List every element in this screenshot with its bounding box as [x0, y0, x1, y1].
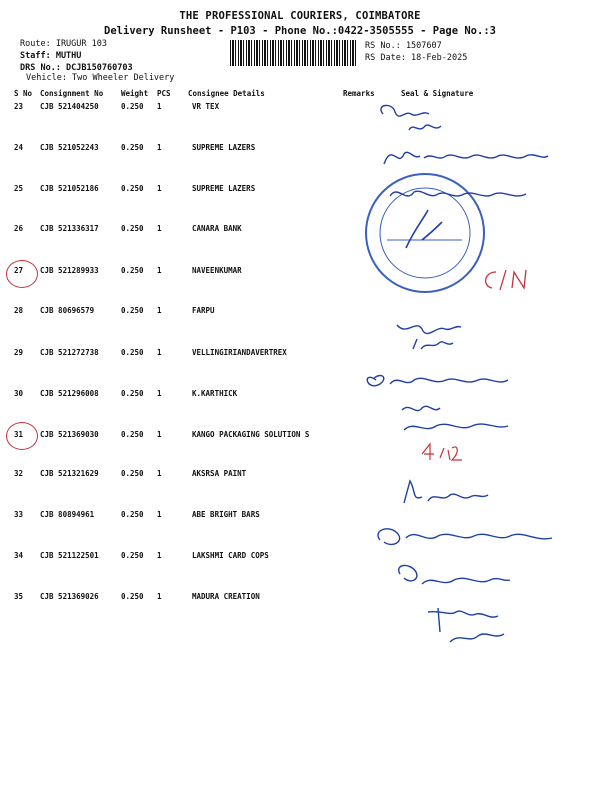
- row-consignment-no: CJB 521336317: [40, 224, 99, 233]
- row-sno: 28: [14, 306, 24, 315]
- remark-cn-handwriting: [476, 266, 546, 292]
- col-seal-signature: Seal & Signature: [401, 89, 474, 98]
- row-weight: 0.250: [121, 469, 144, 478]
- row-consignee: KANGO PACKAGING SOLUTION S: [192, 430, 310, 439]
- row-consignment-no: CJB 80696579: [40, 306, 95, 315]
- row-consignment-no: CJB 521404250: [40, 102, 99, 111]
- row-sno: 34: [14, 551, 24, 560]
- row-consignment-no: CJB 521369030: [40, 430, 99, 439]
- row-sno: 24: [14, 143, 24, 152]
- vehicle-label: Vehicle: Two Wheeler Delivery: [26, 73, 175, 83]
- mark-circle-31: [6, 422, 38, 450]
- row-weight: 0.250: [121, 102, 144, 111]
- runsheet-subtitle: Delivery Runsheet - P103 - Phone No.:0422-3505555 - Page No.:3: [104, 25, 496, 37]
- row-weight: 0.250: [121, 592, 144, 601]
- col-consignee: Consignee Details: [188, 89, 265, 98]
- signature-row-35: [420, 602, 530, 648]
- bank-seal-stamp: [362, 170, 488, 296]
- row-consignee: SUPREME LAZERS: [192, 143, 256, 152]
- row-consignee: LAKSHMI CARD COPS: [192, 551, 269, 560]
- mark-circle-27: [6, 260, 38, 288]
- row-consignee: VR TEX: [192, 102, 220, 111]
- row-consignee: AKSRSA PAINT: [192, 469, 247, 478]
- row-weight: 0.250: [121, 551, 144, 560]
- col-consignment: Consignment No: [40, 89, 104, 98]
- row-weight: 0.250: [121, 348, 144, 357]
- row-weight: 0.250: [121, 143, 144, 152]
- signature-row-29: [362, 366, 512, 396]
- row-pcs: 1: [157, 430, 162, 439]
- row-pcs: 1: [157, 510, 162, 519]
- row-consignment-no: CJB 521052186: [40, 184, 99, 193]
- row-consignee: NAVEENKUMAR: [192, 266, 242, 275]
- route-label: Route: IRUGUR 103: [20, 39, 107, 49]
- rs-date: RS Date: 18-Feb-2025: [365, 53, 468, 63]
- staff-label: Staff: MUTHU: [20, 51, 82, 61]
- row-consignee: VELLINGIRIANDAVERTREX: [192, 348, 287, 357]
- row-weight: 0.250: [121, 184, 144, 193]
- row-pcs: 1: [157, 389, 162, 398]
- row-consignee: SUPREME LAZERS: [192, 184, 256, 193]
- row-pcs: 1: [157, 224, 162, 233]
- row-pcs: 1: [157, 102, 162, 111]
- row-sno: 26: [14, 224, 24, 233]
- row-consignment-no: CJB 521289933: [40, 266, 99, 275]
- row-sno: 31: [14, 430, 24, 439]
- rs-number: RS No.: 1507607: [365, 41, 442, 51]
- drs-number: DRS No.: DCJB150760703: [20, 63, 133, 73]
- row-consignee: ABE BRIGHT BARS: [192, 510, 260, 519]
- row-weight: 0.250: [121, 306, 144, 315]
- row-pcs: 1: [157, 143, 162, 152]
- row-consignment-no: CJB 521369026: [40, 592, 99, 601]
- row-weight: 0.250: [121, 266, 144, 275]
- row-sno: 30: [14, 389, 24, 398]
- row-consignee: CANARA BANK: [192, 224, 242, 233]
- row-weight: 0.250: [121, 510, 144, 519]
- col-weight: Weight: [121, 89, 149, 98]
- row-sno: 23: [14, 102, 24, 111]
- row-sno: 32: [14, 469, 24, 478]
- signature-row-32: [392, 477, 502, 513]
- company-title: THE PROFESSIONAL COURIERS, COIMBATORE: [179, 10, 421, 22]
- row-weight: 0.250: [121, 389, 144, 398]
- row-consignment-no: CJB 521296008: [40, 389, 99, 398]
- row-weight: 0.250: [121, 430, 144, 439]
- row-pcs: 1: [157, 592, 162, 601]
- remark-date-handwriting: [418, 440, 468, 464]
- row-sno: 25: [14, 184, 24, 193]
- row-pcs: 1: [157, 184, 162, 193]
- row-consignment-no: CJB 521321629: [40, 469, 99, 478]
- row-sno: 35: [14, 592, 24, 601]
- signature-row-25: [386, 180, 536, 210]
- row-consignment-no: CJB 80894961: [40, 510, 95, 519]
- signature-row-23: [365, 100, 475, 145]
- row-consignment-no: CJB 521122501: [40, 551, 99, 560]
- signature-row-34: [392, 560, 512, 596]
- row-pcs: 1: [157, 306, 162, 315]
- signature-row-31: [392, 400, 512, 440]
- row-pcs: 1: [157, 266, 162, 275]
- row-consignee: FARPU: [192, 306, 215, 315]
- col-sno: S No: [14, 89, 33, 98]
- row-sno: 27: [14, 266, 24, 275]
- signature-row-28: [383, 315, 473, 359]
- row-pcs: 1: [157, 469, 162, 478]
- signature-row-33: [370, 520, 560, 556]
- row-consignee: K.KARTHICK: [192, 389, 238, 398]
- row-consignment-no: CJB 521272738: [40, 348, 99, 357]
- col-remarks: Remarks: [343, 89, 375, 98]
- row-consignment-no: CJB 521052243: [40, 143, 99, 152]
- row-sno: 33: [14, 510, 24, 519]
- row-pcs: 1: [157, 348, 162, 357]
- row-consignee: MADURA CREATION: [192, 592, 260, 601]
- col-pcs: PCS: [157, 89, 171, 98]
- row-pcs: 1: [157, 551, 162, 560]
- barcode: [230, 40, 358, 66]
- row-weight: 0.250: [121, 224, 144, 233]
- signature-row-24: [376, 140, 556, 176]
- row-sno: 29: [14, 348, 24, 357]
